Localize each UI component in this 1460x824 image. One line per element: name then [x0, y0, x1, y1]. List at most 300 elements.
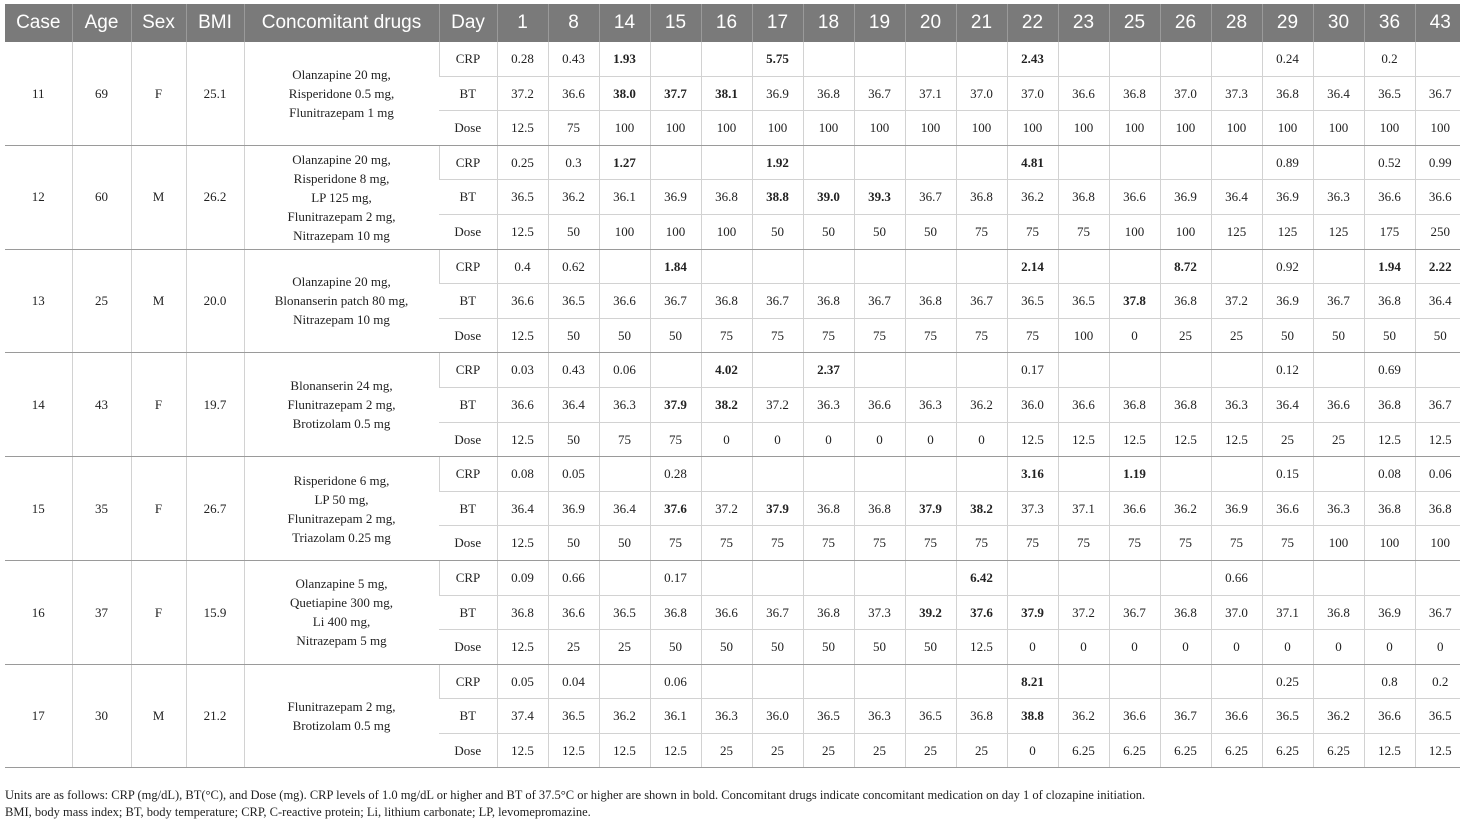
value-cell: 12.5: [1211, 422, 1262, 457]
value-cell: [905, 353, 956, 388]
value-cell: 2.43: [1007, 42, 1058, 76]
value-cell: [752, 353, 803, 388]
column-header: 22: [1007, 4, 1058, 42]
value-cell: 0.17: [1007, 353, 1058, 388]
value-cell: 36.8: [1160, 284, 1211, 319]
value-cell: 36.4: [1211, 180, 1262, 215]
value-cell: 36.5: [905, 699, 956, 734]
value-cell: 36.7: [1415, 76, 1460, 111]
value-cell: 36.6: [548, 76, 599, 111]
value-cell: 50: [803, 214, 854, 249]
value-cell: 0: [701, 422, 752, 457]
value-cell: 36.7: [1313, 284, 1364, 319]
value-cell: 0.69: [1364, 353, 1415, 388]
value-cell: 0.03: [497, 353, 548, 388]
value-cell: 25: [599, 630, 650, 665]
value-cell: 12.5: [497, 214, 548, 249]
parameter-label: BT: [439, 491, 497, 526]
drug-line: LP 125 mg,: [311, 189, 372, 205]
value-cell: 37.0: [1007, 76, 1058, 111]
value-cell: 36.6: [1058, 387, 1109, 422]
value-cell: [905, 145, 956, 180]
drug-line: Flunitrazepam 1 mg: [289, 104, 394, 120]
value-cell: [1313, 42, 1364, 76]
value-cell: 100: [1160, 111, 1211, 146]
parameter-label: Dose: [439, 318, 497, 353]
value-cell: 75: [1058, 526, 1109, 561]
value-cell: 0: [956, 422, 1007, 457]
value-cell: 36.7: [1109, 595, 1160, 630]
value-cell: [1211, 664, 1262, 699]
parameter-label: Dose: [439, 733, 497, 768]
column-header: 17: [752, 4, 803, 42]
drug-line: Flunitrazepam 2 mg,: [287, 699, 396, 715]
value-cell: 38.2: [701, 387, 752, 422]
column-header: Day: [439, 4, 497, 42]
value-cell: [905, 457, 956, 492]
value-cell: 75: [905, 526, 956, 561]
value-cell: [752, 457, 803, 492]
value-cell: [1007, 560, 1058, 595]
drug-line: Risperidone 6 mg,: [293, 472, 390, 488]
column-header: 19: [854, 4, 905, 42]
drug-line: Olanzapine 20 mg,: [292, 66, 391, 82]
value-cell: 37.9: [905, 491, 956, 526]
value-cell: 36.2: [1313, 699, 1364, 734]
value-cell: 125: [1211, 214, 1262, 249]
value-cell: 1.94: [1364, 249, 1415, 284]
value-cell: 12.5: [497, 422, 548, 457]
value-cell: 36.6: [1364, 180, 1415, 215]
case-number: 13: [5, 249, 72, 353]
value-cell: 6.25: [1262, 733, 1313, 768]
column-header: 20: [905, 4, 956, 42]
value-cell: 36.5: [1415, 699, 1460, 734]
value-cell: [803, 249, 854, 284]
column-header: 21: [956, 4, 1007, 42]
case-number: 16: [5, 560, 72, 664]
value-cell: 100: [650, 111, 701, 146]
value-cell: 75: [1211, 526, 1262, 561]
value-cell: 36.6: [548, 595, 599, 630]
sex-cell: M: [131, 249, 186, 353]
parameter-label: BT: [439, 387, 497, 422]
value-cell: 100: [1313, 111, 1364, 146]
value-cell: 6.42: [956, 560, 1007, 595]
table-row: [5, 249, 1460, 284]
value-cell: 36.5: [548, 699, 599, 734]
value-cell: [854, 664, 905, 699]
value-cell: 37.0: [1160, 76, 1211, 111]
drug-line: Brotizolam 0.5 mg: [292, 718, 391, 734]
value-cell: [701, 664, 752, 699]
age-cell: 30: [72, 664, 131, 768]
value-cell: [1211, 457, 1262, 492]
value-cell: 39.3: [854, 180, 905, 215]
value-cell: 37.2: [1211, 284, 1262, 319]
value-cell: [1058, 249, 1109, 284]
value-cell: 36.8: [956, 180, 1007, 215]
value-cell: 36.8: [803, 76, 854, 111]
value-cell: 75: [1007, 318, 1058, 353]
value-cell: 36.8: [1058, 180, 1109, 215]
column-header: 28: [1211, 4, 1262, 42]
value-cell: 50: [548, 526, 599, 561]
value-cell: 36.5: [1364, 76, 1415, 111]
value-cell: [1160, 664, 1211, 699]
value-cell: 100: [1415, 111, 1460, 146]
value-cell: 36.2: [1007, 180, 1058, 215]
value-cell: 36.8: [1415, 491, 1460, 526]
concomitant-drugs-cell: [244, 664, 439, 768]
value-cell: 36.9: [1364, 595, 1415, 630]
column-header: Sex: [131, 4, 186, 42]
value-cell: 0.25: [497, 145, 548, 180]
value-cell: 36.5: [548, 284, 599, 319]
column-header: BMI: [186, 4, 244, 42]
value-cell: 25: [1313, 422, 1364, 457]
value-cell: [1415, 42, 1460, 76]
value-cell: 0.62: [548, 249, 599, 284]
value-cell: 36.7: [905, 180, 956, 215]
column-header: 14: [599, 4, 650, 42]
case-table: [5, 4, 1460, 768]
value-cell: 12.5: [599, 733, 650, 768]
value-cell: [701, 249, 752, 284]
value-cell: [650, 353, 701, 388]
value-cell: 50: [752, 214, 803, 249]
drug-line: Nitrazepam 10 mg: [293, 227, 390, 243]
column-header: 15: [650, 4, 701, 42]
value-cell: 36.7: [1160, 699, 1211, 734]
drug-line: Blonanserin patch 80 mg,: [274, 293, 409, 309]
value-cell: 36.5: [497, 180, 548, 215]
value-cell: 100: [1262, 111, 1313, 146]
value-cell: 100: [1109, 214, 1160, 249]
value-cell: 36.2: [548, 180, 599, 215]
value-cell: 36.9: [548, 491, 599, 526]
value-cell: [1058, 664, 1109, 699]
case-number: 14: [5, 353, 72, 457]
value-cell: 36.8: [956, 699, 1007, 734]
value-cell: 75: [956, 214, 1007, 249]
value-cell: [905, 560, 956, 595]
footnote-units: Units are as follows: CRP (mg/dL), BT(°C), and Dose (mg). CRP levels of 1.0 mg/dL or higher and BT of 37.5°C or higher are shown in bold. Concomitant drugs indicate concomitant medication on day 1 of clozapine initiation.: [5, 788, 1146, 802]
case-number: 11: [5, 42, 72, 145]
value-cell: 37.1: [905, 76, 956, 111]
column-header: 1: [497, 4, 548, 42]
value-cell: [956, 353, 1007, 388]
value-cell: 0.2: [1415, 664, 1460, 699]
value-cell: [1313, 249, 1364, 284]
parameter-label: BT: [439, 699, 497, 734]
value-cell: 36.6: [701, 595, 752, 630]
value-cell: 75: [803, 526, 854, 561]
value-cell: 38.2: [956, 491, 1007, 526]
value-cell: 36.8: [803, 595, 854, 630]
drug-line: Nitrazepam 10 mg: [293, 312, 390, 328]
value-cell: 12.5: [497, 526, 548, 561]
value-cell: [1262, 560, 1313, 595]
value-cell: 8.72: [1160, 249, 1211, 284]
value-cell: 36.3: [1313, 180, 1364, 215]
value-cell: 1.92: [752, 145, 803, 180]
value-cell: [701, 457, 752, 492]
parameter-label: BT: [439, 284, 497, 319]
parameter-label: CRP: [439, 249, 497, 284]
value-cell: 36.3: [599, 387, 650, 422]
value-cell: 37.4: [497, 699, 548, 734]
value-cell: 100: [599, 111, 650, 146]
value-cell: 0.12: [1262, 353, 1313, 388]
value-cell: 100: [650, 214, 701, 249]
drug-line: LP 50 mg,: [314, 491, 369, 507]
value-cell: 100: [1313, 526, 1364, 561]
value-cell: 36.3: [701, 699, 752, 734]
table-row: [5, 664, 1460, 699]
drug-line: Olanzapine 5 mg,: [295, 576, 388, 592]
drug-line: Blonanserin 24 mg,: [290, 378, 393, 394]
value-cell: [956, 145, 1007, 180]
case-number: 17: [5, 664, 72, 768]
bmi-cell: 20.0: [186, 249, 244, 353]
value-cell: 36.7: [1415, 595, 1460, 630]
value-cell: [752, 249, 803, 284]
value-cell: [803, 42, 854, 76]
value-cell: [1313, 457, 1364, 492]
drug-line: Risperidone 0.5 mg,: [288, 85, 395, 101]
bmi-cell: 21.2: [186, 664, 244, 768]
table-row: [5, 457, 1460, 492]
value-cell: 100: [854, 111, 905, 146]
value-cell: 25: [956, 733, 1007, 768]
value-cell: 100: [599, 214, 650, 249]
table-row: [5, 42, 1460, 76]
value-cell: 12.5: [1160, 422, 1211, 457]
value-cell: 36.7: [956, 284, 1007, 319]
value-cell: 175: [1364, 214, 1415, 249]
column-header: 29: [1262, 4, 1313, 42]
value-cell: 36.8: [1364, 284, 1415, 319]
value-cell: 36.8: [1160, 387, 1211, 422]
parameter-label: CRP: [439, 42, 497, 76]
value-cell: 36.8: [1109, 387, 1160, 422]
value-cell: 12.5: [497, 630, 548, 665]
value-cell: 0.04: [548, 664, 599, 699]
parameter-label: Dose: [439, 422, 497, 457]
value-cell: 75: [701, 526, 752, 561]
value-cell: [854, 353, 905, 388]
parameter-label: BT: [439, 76, 497, 111]
value-cell: 36.6: [854, 387, 905, 422]
sex-cell: F: [131, 42, 186, 145]
value-cell: [1058, 145, 1109, 180]
age-cell: 69: [72, 42, 131, 145]
value-cell: 50: [803, 630, 854, 665]
value-cell: 12.5: [497, 733, 548, 768]
value-cell: [854, 42, 905, 76]
value-cell: 12.5: [956, 630, 1007, 665]
value-cell: [1160, 353, 1211, 388]
value-cell: 12.5: [497, 318, 548, 353]
drug-line: Olanzapine 20 mg,: [292, 151, 391, 167]
value-cell: 75: [956, 318, 1007, 353]
value-cell: 36.9: [1211, 491, 1262, 526]
value-cell: 75: [599, 422, 650, 457]
value-cell: 36.6: [1415, 180, 1460, 215]
value-cell: 25: [1262, 422, 1313, 457]
value-cell: 36.6: [599, 284, 650, 319]
value-cell: 6.25: [1160, 733, 1211, 768]
value-cell: 75: [650, 526, 701, 561]
value-cell: 50: [548, 318, 599, 353]
value-cell: 36.3: [803, 387, 854, 422]
value-cell: 36.6: [1109, 491, 1160, 526]
value-cell: 25: [905, 733, 956, 768]
value-cell: 3.16: [1007, 457, 1058, 492]
value-cell: 36.8: [803, 491, 854, 526]
value-cell: 36.2: [1058, 699, 1109, 734]
value-cell: 75: [1007, 526, 1058, 561]
value-cell: 38.8: [1007, 699, 1058, 734]
value-cell: 12.5: [1364, 422, 1415, 457]
value-cell: [1313, 560, 1364, 595]
value-cell: 25: [752, 733, 803, 768]
sex-cell: F: [131, 457, 186, 561]
value-cell: 50: [1364, 318, 1415, 353]
value-cell: 75: [548, 111, 599, 146]
value-cell: 36.3: [1313, 491, 1364, 526]
column-header: 8: [548, 4, 599, 42]
value-cell: 50: [548, 422, 599, 457]
value-cell: 36.2: [599, 699, 650, 734]
value-cell: 50: [752, 630, 803, 665]
value-cell: 37.7: [650, 76, 701, 111]
value-cell: 36.9: [1160, 180, 1211, 215]
value-cell: 75: [1160, 526, 1211, 561]
value-cell: 6.25: [1313, 733, 1364, 768]
age-cell: 35: [72, 457, 131, 561]
value-cell: 36.5: [599, 595, 650, 630]
value-cell: 0.24: [1262, 42, 1313, 76]
parameter-label: CRP: [439, 560, 497, 595]
value-cell: 12.5: [650, 733, 701, 768]
value-cell: 37.1: [1058, 491, 1109, 526]
value-cell: 37.3: [854, 595, 905, 630]
value-cell: 50: [905, 630, 956, 665]
value-cell: 36.5: [1007, 284, 1058, 319]
value-cell: [650, 145, 701, 180]
value-cell: [1058, 353, 1109, 388]
drug-line: Nitrazepam 5 mg: [296, 633, 387, 649]
value-cell: 0: [752, 422, 803, 457]
value-cell: 50: [548, 214, 599, 249]
value-cell: 25: [854, 733, 905, 768]
value-cell: 100: [1415, 526, 1460, 561]
value-cell: 100: [752, 111, 803, 146]
value-cell: 12.5: [1058, 422, 1109, 457]
column-header: 23: [1058, 4, 1109, 42]
value-cell: [956, 42, 1007, 76]
column-header: 16: [701, 4, 752, 42]
value-cell: 100: [1211, 111, 1262, 146]
value-cell: 75: [650, 422, 701, 457]
value-cell: 75: [752, 318, 803, 353]
value-cell: 50: [599, 318, 650, 353]
concomitant-drugs-cell: [244, 353, 439, 457]
value-cell: 37.2: [701, 491, 752, 526]
value-cell: [1211, 249, 1262, 284]
parameter-label: CRP: [439, 664, 497, 699]
value-cell: 37.6: [650, 491, 701, 526]
value-cell: 0: [1058, 630, 1109, 665]
table-header-row: [5, 4, 1460, 42]
drug-line: Triazolam 0.25 mg: [292, 529, 391, 545]
value-cell: 0: [1313, 630, 1364, 665]
value-cell: 50: [701, 630, 752, 665]
value-cell: [1058, 42, 1109, 76]
value-cell: 0.2: [1364, 42, 1415, 76]
value-cell: [701, 560, 752, 595]
value-cell: 37.0: [956, 76, 1007, 111]
table-footnotes: [5, 787, 1145, 821]
value-cell: [905, 249, 956, 284]
value-cell: 50: [650, 318, 701, 353]
value-cell: 12.5: [1007, 422, 1058, 457]
value-cell: 50: [650, 630, 701, 665]
value-cell: 37.3: [1007, 491, 1058, 526]
value-cell: 0.05: [497, 664, 548, 699]
value-cell: 0: [1109, 318, 1160, 353]
value-cell: 37.2: [497, 76, 548, 111]
value-cell: 0.28: [497, 42, 548, 76]
value-cell: 8.21: [1007, 664, 1058, 699]
value-cell: [599, 560, 650, 595]
value-cell: 12.5: [1415, 733, 1460, 768]
value-cell: 36.6: [1262, 491, 1313, 526]
value-cell: 0.06: [1415, 457, 1460, 492]
value-cell: 36.4: [1415, 284, 1460, 319]
concomitant-drugs-cell: [244, 560, 439, 664]
value-cell: 25: [548, 630, 599, 665]
value-cell: 100: [701, 214, 752, 249]
value-cell: 36.3: [854, 699, 905, 734]
value-cell: 0: [1007, 733, 1058, 768]
value-cell: 6.25: [1058, 733, 1109, 768]
value-cell: [599, 457, 650, 492]
sex-cell: F: [131, 353, 186, 457]
value-cell: [1109, 249, 1160, 284]
column-header: 25: [1109, 4, 1160, 42]
value-cell: 0.66: [548, 560, 599, 595]
value-cell: [1109, 664, 1160, 699]
age-cell: 25: [72, 249, 131, 353]
sex-cell: M: [131, 664, 186, 768]
value-cell: [1160, 42, 1211, 76]
value-cell: 36.8: [905, 284, 956, 319]
age-cell: 43: [72, 353, 131, 457]
value-cell: 0.4: [497, 249, 548, 284]
value-cell: 36.8: [1262, 76, 1313, 111]
value-cell: 39.2: [905, 595, 956, 630]
drug-line: Flunitrazepam 2 mg,: [287, 397, 396, 413]
value-cell: 37.3: [1211, 76, 1262, 111]
value-cell: 0.09: [497, 560, 548, 595]
value-cell: 36.6: [1058, 76, 1109, 111]
value-cell: 36.4: [1313, 76, 1364, 111]
value-cell: 37.9: [1007, 595, 1058, 630]
value-cell: 36.2: [1160, 491, 1211, 526]
